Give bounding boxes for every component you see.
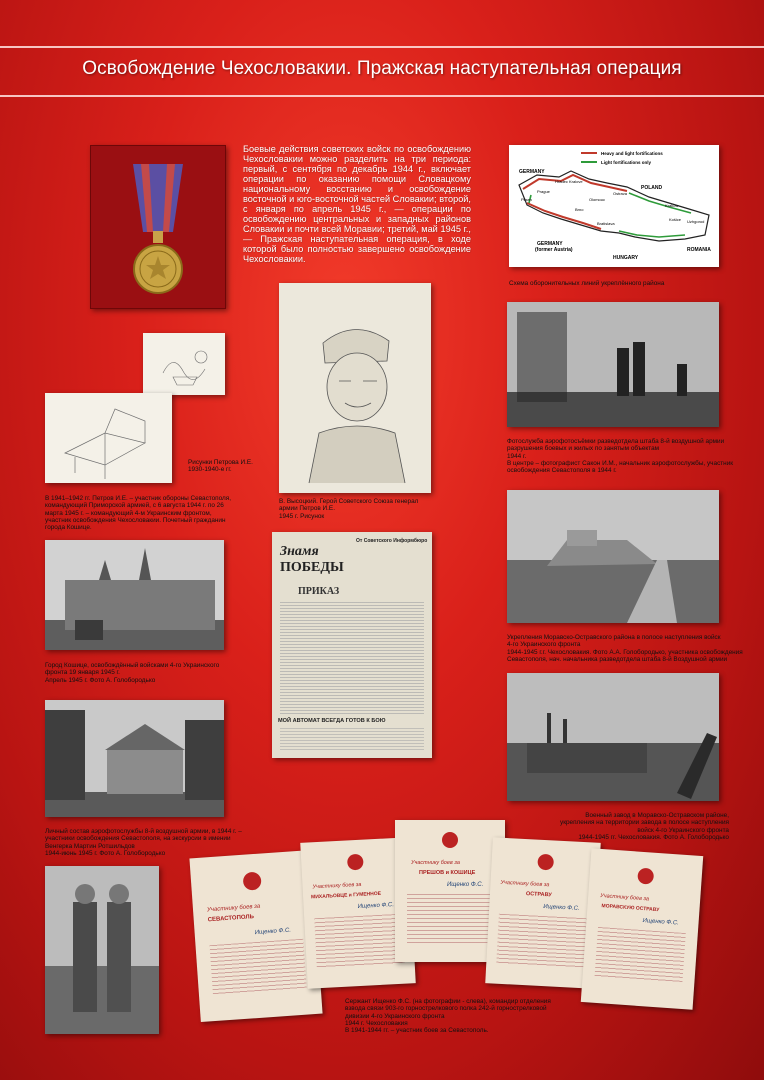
top-rule bbox=[0, 46, 764, 48]
bunker-caption: Укрепления Моравско-Остравского района в полосе наступления войск 4-го Украинского фронта 1944-1945 г.г. Чехословакия. Фото А.А. Голобородько, участника освобождения Севастополя, нач. начальника разведотдела штаба 8-й Воздушной армии bbox=[507, 634, 743, 663]
cert-5-name: Ищенко Ф.С. bbox=[642, 918, 679, 927]
cert-1-name: Ищенко Ф.С. bbox=[254, 927, 292, 937]
newspaper-bottom-text bbox=[280, 728, 424, 752]
title-rule bbox=[0, 95, 764, 97]
newspaper-slogan: МОЙ АВТОМАТ ВСЕГДА ГОТОВ К БОЮ bbox=[278, 718, 386, 724]
newspaper-text-columns bbox=[280, 602, 424, 714]
cert-2-name: Ищенко Ф.С. bbox=[357, 902, 395, 911]
cert-5-city: МОРАВСКУЮ ОСТРАВУ bbox=[601, 903, 660, 914]
cert-4-name: Ищенко Ф.С. bbox=[543, 904, 580, 912]
newspaper-masthead-2: ПОБЕДЫ bbox=[280, 560, 344, 575]
legend-heavy: Heavy and light fortifications bbox=[601, 151, 663, 156]
petrov-caption: В 1941–1942 гг. Петров И.Е. – участник обороны Севастополя, командующий Приморской армией, с 6 августа 1944 г. по 26 марта 1945 г. – командующий 4-м Украинским фронтом, участник освобождения Чехословакии. Почетный гражданин города Кошице. bbox=[45, 495, 232, 532]
portrait-caption: В. Высоцкий. Герой Советского Союза генерал армии Петров И.Е. 1945 г. Рисунок bbox=[279, 498, 419, 520]
cert-3-header: Участнику боев за bbox=[411, 860, 460, 866]
soldiers-caption: Сержант Ищенко Ф.С. (на фотографии - слева), командир отделения взвода связи 903-го горнострелкового полка 242-й горнострелковой дивизии 4-го Украинского фронта 1944 г. Чехословакия В 1941-1944 гг. – участник боев за Севастополь. bbox=[345, 998, 551, 1035]
map-label-austria: (former Austria) bbox=[535, 247, 573, 253]
photo-factory bbox=[507, 673, 719, 801]
legend-light: Light fortifications only bbox=[601, 160, 651, 165]
drawings-caption: Рисунки Петрова И.Е. 1930-1940-е гг. bbox=[188, 459, 253, 474]
cert-1-text bbox=[210, 939, 307, 995]
map-city-krakow: Kraków bbox=[665, 203, 679, 208]
factory-caption: Военный завод в Моравско-Остравском районе, укрепления на территории завода в полосе наступления войск 4-го Украинского фронта 1944-1945 гг. Чехословакия. Фото А. Голобородько bbox=[560, 812, 729, 841]
cert-5-emblem bbox=[637, 868, 654, 885]
medal-photo bbox=[90, 145, 226, 309]
map-label-hungary: HUNGARY bbox=[613, 255, 639, 261]
photo-bunker bbox=[507, 490, 719, 623]
cert-5-header: Участнику боев за bbox=[599, 893, 650, 903]
map-city-kosice: Košice bbox=[669, 217, 682, 222]
fortification-map bbox=[509, 145, 719, 267]
cert-2-city: МИХАЛЬОВЦЕ и ГУМЕННОЕ bbox=[310, 890, 382, 901]
cert-4-emblem bbox=[537, 854, 554, 871]
map-city-pilsen: Pilsen bbox=[521, 197, 532, 202]
kosice-caption: Город Кошице, освобождённый войсками 4-го Украинского фронта 19 января 1945 г. Апрель 1945 г. Фото А. Голобородько bbox=[45, 662, 220, 684]
map-label-poland: POLAND bbox=[641, 185, 663, 191]
map-city-prague: Prague bbox=[537, 189, 550, 194]
map-city-bratislava: Bratislava bbox=[597, 221, 615, 226]
house-caption: Личный состав аэрофотослужбы 8-й воздушной армии, в 1944 г. – участники освобождения Севастополя, на экскурсии в имении Венгерка Мартин Ротшильдов 1944-июнь 1945 г. Фото А. Голобородько bbox=[45, 828, 242, 857]
cert-1-emblem bbox=[243, 872, 262, 891]
cert-3-city: ПРЕШОВ и КОШИЦЕ bbox=[419, 870, 476, 876]
cert-2-header: Участнику боев за bbox=[312, 881, 362, 891]
cert-4-header: Участнику боев за bbox=[500, 879, 550, 889]
drawing-sketch-2 bbox=[45, 393, 172, 483]
map-city-brno: Brno bbox=[575, 207, 584, 212]
observers-caption: Фотослужба аэрофотосъёмки разведотдела штаба 8-й воздушной армии разрушения боевых и жилых по занятым объектам 1944 г. В центре – фотографист Сакон И.М., начальник аэрофотослужбы, участник освобождения Севастополя в 1944 г. bbox=[507, 438, 734, 475]
photo-kosice bbox=[45, 540, 224, 650]
cert-4-city: ОСТРАВУ bbox=[525, 891, 552, 899]
map-label-romania: ROMANIA bbox=[687, 247, 711, 253]
newspaper-prikaz: ПРИКАЗ bbox=[298, 586, 340, 597]
photo-observers bbox=[507, 302, 719, 427]
map-city-uzhgorod: Uzhgorod bbox=[687, 219, 705, 224]
portrait-drawing bbox=[279, 283, 431, 493]
cert-4-text bbox=[496, 914, 586, 969]
map-city-olomouc: Olomouc bbox=[589, 197, 606, 202]
newspaper-masthead: Знамя bbox=[280, 544, 319, 559]
newspaper bbox=[272, 532, 432, 758]
page-title: Освобождение Чехословакии. Пражская наступательная операция bbox=[82, 58, 682, 79]
cert-1-header: Участнику боев за bbox=[206, 903, 261, 914]
cert-3-name: Ищенко Ф.С. bbox=[447, 882, 484, 888]
certificate-5 bbox=[581, 848, 703, 1009]
photo-soldiers bbox=[45, 866, 159, 1034]
cert-1-city: СЕВАСТОПОЛЬ bbox=[207, 914, 255, 924]
cert-3-text bbox=[407, 894, 493, 944]
medal-icon bbox=[91, 146, 225, 308]
map-city-ostrava: Ostrava bbox=[613, 191, 628, 196]
cert-2-text bbox=[314, 914, 404, 969]
map-caption: Схема оборонительных линий укреплённого района bbox=[509, 280, 665, 287]
map-label-germany: GERMANY bbox=[519, 169, 545, 175]
drawing-sketch-1 bbox=[143, 333, 225, 395]
intro-text: Боевые действия советских войск по освобождению Чехословакии можно разделить на три периода: первый, с сентября по декабрь 1944 г., включает операции по оказанию помощи Словацкому национальному восстанию и освобождение восточной и юго-восточной частей Словакии; второй, с января по апрель 1945 г., — операции по освобождению центральных и западных районов Словакии и почти всей Моравии; третий, май 1945 г., — Пражская наступательная операция, в ходе которой было полностью завершено освобождение Чехословакии. bbox=[243, 144, 471, 264]
cert-2-emblem bbox=[347, 854, 364, 871]
map-city-hradec: Hradec Kralove bbox=[555, 179, 583, 184]
cert-5-text bbox=[595, 927, 686, 983]
cert-3-emblem bbox=[442, 832, 458, 848]
newspaper-from: От Советского Информбюро bbox=[356, 538, 428, 544]
map-label-germany-2: GERMANY bbox=[537, 241, 563, 247]
photo-house bbox=[45, 700, 224, 817]
